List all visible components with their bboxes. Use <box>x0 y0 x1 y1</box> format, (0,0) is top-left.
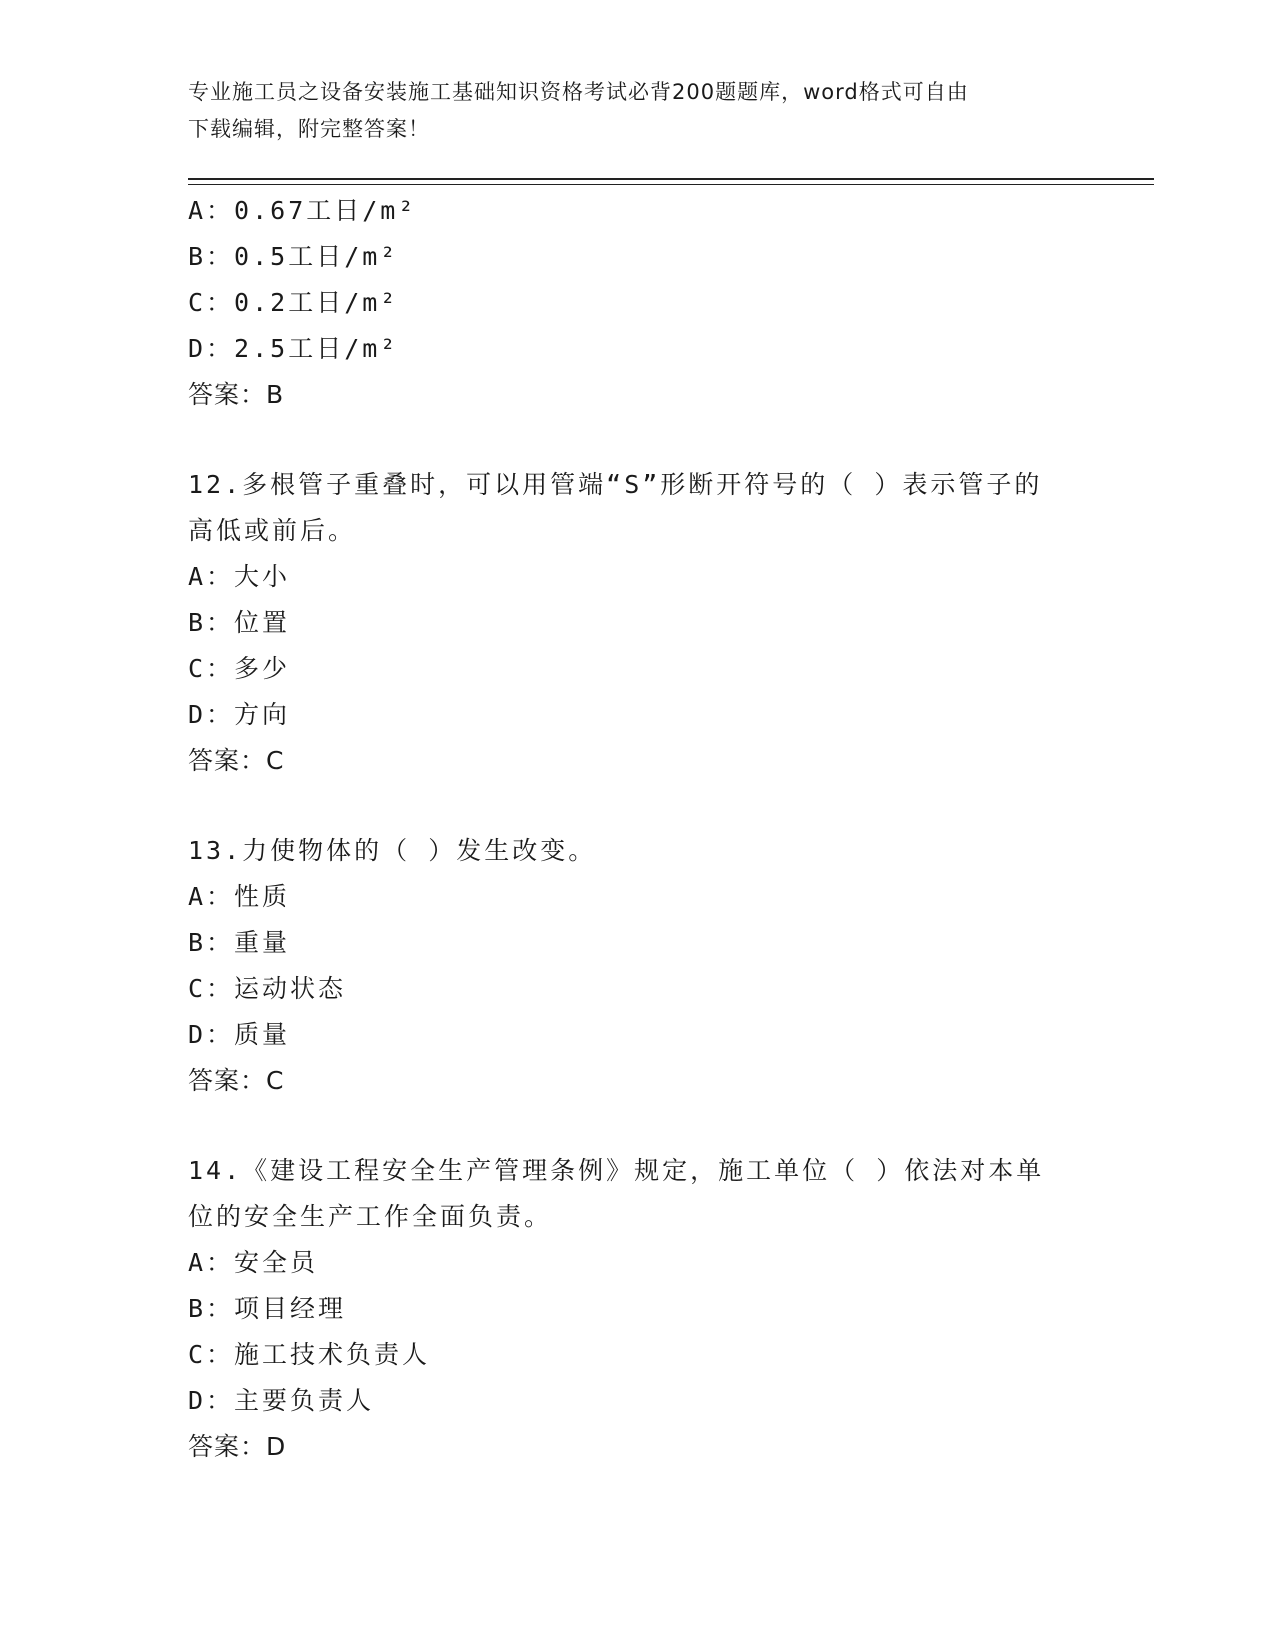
option-b: B：项目经理 <box>188 1294 347 1323</box>
answer-line: 答案：C <box>188 746 285 775</box>
option-d: D：方向 <box>188 700 291 729</box>
option-d: D：主要负责人 <box>188 1386 375 1415</box>
option-b: B：重量 <box>188 928 291 957</box>
option-c: C：多少 <box>188 654 291 683</box>
question-spacer <box>188 784 1088 828</box>
question-list <box>188 188 1088 1470</box>
option-a: A：性质 <box>188 882 291 911</box>
option-c: C：0.2工日/m² <box>188 288 399 317</box>
question-stem-line-2: 高低或前后。 <box>188 516 357 545</box>
option-c: C：运动状态 <box>188 974 347 1003</box>
option-a: A：0.67工日/m² <box>188 196 417 225</box>
question-11 <box>188 188 1088 418</box>
header-divider-thick <box>188 178 1154 180</box>
header-line-2: 下载编辑，附完整答案！ <box>188 117 430 141</box>
option-a: A：大小 <box>188 562 291 591</box>
header-line-1: 专业施工员之设备安装施工基础知识资格考试必背200题题库，word格式可自由 <box>188 80 969 104</box>
question-spacer <box>188 1104 1088 1148</box>
option-c: C：施工技术负责人 <box>188 1340 431 1369</box>
option-b: B：0.5工日/m² <box>188 242 399 271</box>
question-stem-line-1: 13.力使物体的（ ）发生改变。 <box>188 836 597 865</box>
question-spacer <box>188 418 1088 462</box>
question-stem-line-1: 14.《建设工程安全生产管理条例》规定，施工单位（ ）依法对本单 <box>188 1156 1045 1185</box>
answer-line: 答案：C <box>188 1066 285 1095</box>
question-14 <box>188 1148 1088 1470</box>
answer-line: 答案：D <box>188 1432 287 1461</box>
document-header <box>188 74 1068 148</box>
option-a: A：安全员 <box>188 1248 319 1277</box>
option-b: B：位置 <box>188 608 291 637</box>
question-13 <box>188 828 1088 1104</box>
option-d: D：2.5工日/m² <box>188 334 399 363</box>
question-stem-line-2: 位的安全生产工作全面负责。 <box>188 1202 553 1231</box>
question-12 <box>188 462 1088 784</box>
answer-line: 答案：B <box>188 380 285 409</box>
header-divider-thin <box>188 184 1154 185</box>
question-stem-line-1: 12.多根管子重叠时，可以用管端“S”形断开符号的（ ）表示管子的 <box>188 470 1043 499</box>
option-d: D：质量 <box>188 1020 291 1049</box>
